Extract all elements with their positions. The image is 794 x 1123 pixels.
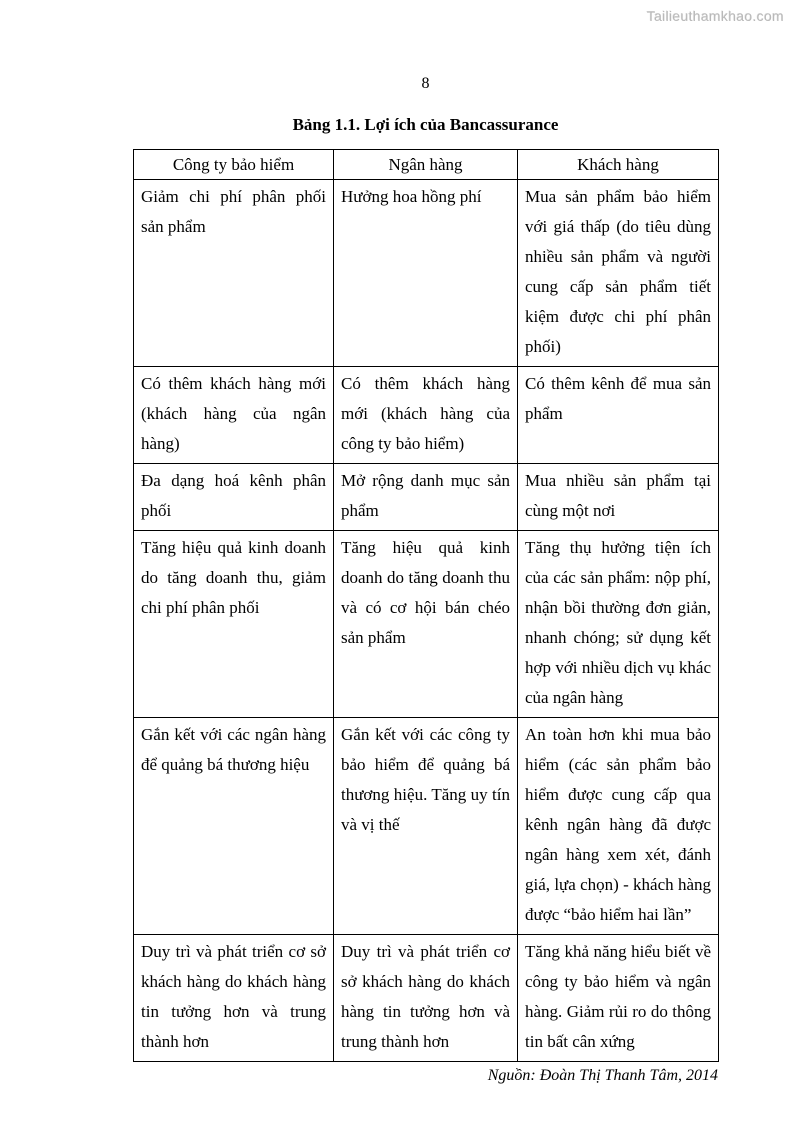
table-row [134, 718, 719, 935]
watermark: Tailieuthamkhao.com [646, 8, 784, 24]
table-cell: Đa dạng hoá kênh phân phối [134, 464, 334, 531]
header-cell-bank: Ngân hàng [334, 150, 518, 180]
table-cell: Gắn kết với các ngân hàng để quảng bá thương hiệu [134, 718, 334, 935]
table-cell: Có thêm khách hàng mới (khách hàng của ngân hàng) [134, 367, 334, 464]
table-cell: Giảm chi phí phân phối sản phẩm [134, 180, 334, 367]
table-cell: Duy trì và phát triển cơ sở khách hàng do khách hàng tin tưởng hơn và trung thành hơn [334, 935, 518, 1062]
table-cell: Mua sản phẩm bảo hiểm với giá thấp (do tiêu dùng nhiều sản phẩm và người cung cấp sản phẩm tiết kiệm được chi phí phân phối) [518, 180, 719, 367]
table-cell: Tăng hiệu quả kinh doanh do tăng doanh thu và có cơ hội bán chéo sản phẩm [334, 531, 518, 718]
header-cell-customer: Khách hàng [518, 150, 719, 180]
table-header-row [134, 150, 719, 180]
source-citation: Nguồn: Đoàn Thị Thanh Tâm, 2014 [487, 1067, 718, 1084]
table-row [134, 180, 719, 367]
table-cell: Tăng thụ hưởng tiện ích của các sản phẩm: nộp phí, nhận bồi thường đơn giản, nhanh chóng; sử dụng kết hợp với nhiều dịch vụ khác của ngân hàng [518, 531, 719, 718]
table-row [134, 367, 719, 464]
table-cell: An toàn hơn khi mua bảo hiểm (các sản phẩm bảo hiểm được cung cấp qua kênh ngân hàng đã được ngân hàng xem xét, đánh giá, lựa chọn) - khách hàng được “bảo hiểm hai lần” [518, 718, 719, 935]
table-cell: Có thêm kênh để mua sản phẩm [518, 367, 719, 464]
bancassurance-benefits-table [133, 149, 719, 1062]
table-cell: Mở rộng danh mục sản phẩm [334, 464, 518, 531]
table-row [134, 935, 719, 1062]
table-cell: Gắn kết với các công ty bảo hiểm để quảng bá thương hiệu. Tăng uy tín và vị thế [334, 718, 518, 935]
header-cell-insurance-company: Công ty bảo hiểm [134, 150, 334, 180]
page-number: 8 [421, 75, 430, 92]
table-cell: Tăng khả năng hiểu biết về công ty bảo hiểm và ngân hàng. Giảm rủi ro do thông tin bất cân xứng [518, 935, 719, 1062]
table-row [134, 464, 719, 531]
table-cell: Mua nhiều sản phẩm tại cùng một nơi [518, 464, 719, 531]
table-cell: Duy trì và phát triển cơ sở khách hàng do khách hàng tin tưởng hơn và trung thành hơn [134, 935, 334, 1062]
table-title: Bảng 1.1. Lợi ích của Bancassurance [292, 115, 559, 134]
table-cell: Hưởng hoa hồng phí [334, 180, 518, 367]
table-cell: Có thêm khách hàng mới (khách hàng của công ty bảo hiểm) [334, 367, 518, 464]
table-row [134, 531, 719, 718]
table-cell: Tăng hiệu quả kinh doanh do tăng doanh thu, giảm chi phí phân phối [134, 531, 334, 718]
page-content [133, 74, 718, 1087]
